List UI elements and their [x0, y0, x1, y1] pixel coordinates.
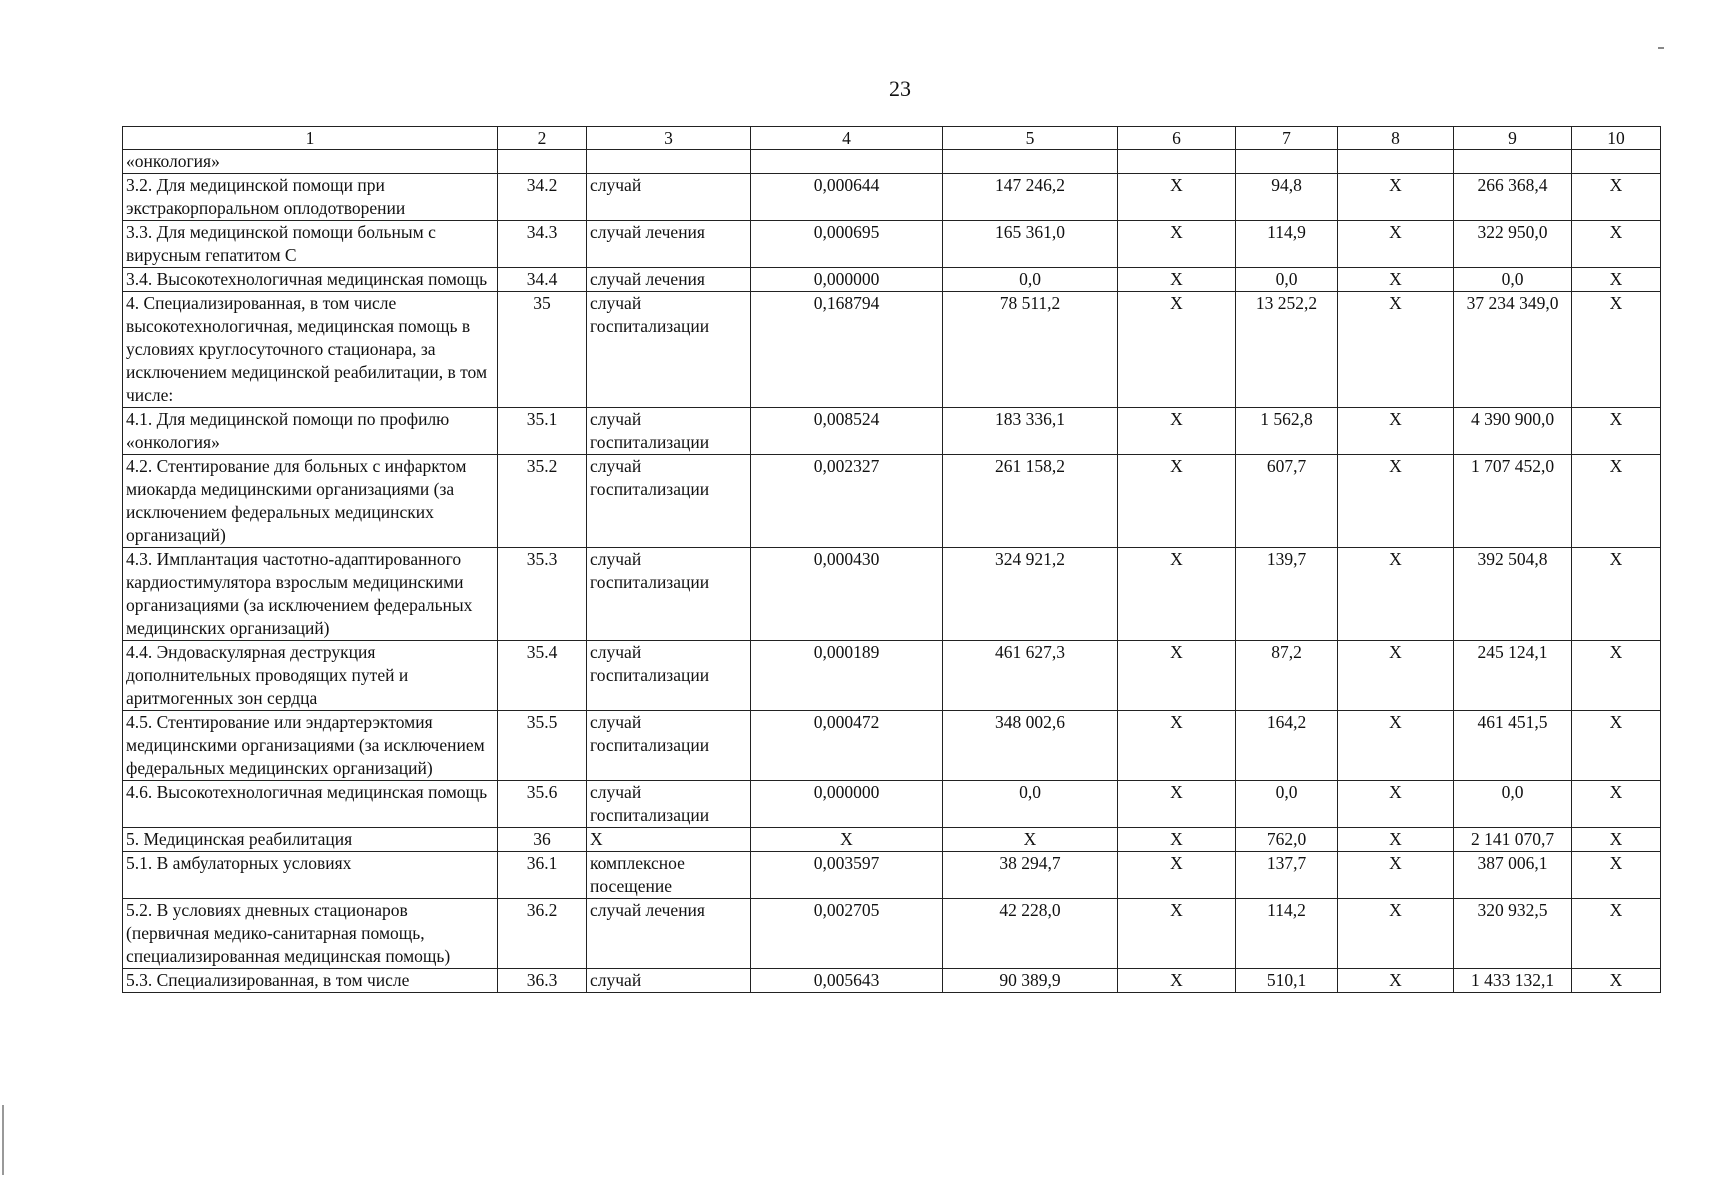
cell-row-label: 4.3. Имплантация частотно-адаптированного кардиостимулятора взрослым медицинскими организациями (за исключением федеральных медицинских организаций)	[123, 548, 498, 641]
cell-col-10: Х	[1572, 969, 1661, 993]
cell-col-10	[1572, 150, 1661, 174]
cell-row-code: 36.2	[498, 899, 587, 969]
cell-col-6: Х	[1118, 781, 1236, 828]
table-row	[123, 781, 1661, 828]
cell-unit: случай госпитализации	[587, 455, 751, 548]
cell-unit: случай госпитализации	[587, 408, 751, 455]
cell-total-cost: 320 932,5	[1454, 899, 1572, 969]
cell-row-label: «онкология»	[123, 150, 498, 174]
cell-total-cost: 0,0	[1454, 781, 1572, 828]
cell-col-10: Х	[1572, 828, 1661, 852]
cell-unit: случай госпитализации	[587, 548, 751, 641]
cell-norm-volume: 0,000472	[751, 711, 943, 781]
cell-norm-volume: 0,002705	[751, 899, 943, 969]
column-header: 3	[587, 127, 751, 150]
cell-cost-per-unit: 0,0	[943, 781, 1118, 828]
table-row	[123, 150, 1661, 174]
cell-cost-per-unit: 147 246,2	[943, 174, 1118, 221]
cell-col-10: Х	[1572, 852, 1661, 899]
cell-per-capita	[1236, 150, 1338, 174]
cell-col-10: Х	[1572, 455, 1661, 548]
cell-unit: Х	[587, 828, 751, 852]
cell-col-10: Х	[1572, 548, 1661, 641]
cell-row-code: 35.4	[498, 641, 587, 711]
cell-unit: случай госпитализации	[587, 641, 751, 711]
table-row	[123, 292, 1661, 408]
cell-unit: комплексное посещение	[587, 852, 751, 899]
cell-norm-volume: 0,000644	[751, 174, 943, 221]
cell-col-8: Х	[1338, 548, 1454, 641]
cell-col-8	[1338, 150, 1454, 174]
table-row	[123, 268, 1661, 292]
cell-col-6: Х	[1118, 711, 1236, 781]
cell-row-label: 4.4. Эндоваскулярная деструкция дополнительных проводящих путей и аритмогенных зон сердца	[123, 641, 498, 711]
table-row	[123, 455, 1661, 548]
cell-row-code: 35.2	[498, 455, 587, 548]
cell-row-code: 34.4	[498, 268, 587, 292]
cell-col-6: Х	[1118, 969, 1236, 993]
cell-per-capita: 762,0	[1236, 828, 1338, 852]
cell-norm-volume: Х	[751, 828, 943, 852]
table-row	[123, 174, 1661, 221]
cell-per-capita: 87,2	[1236, 641, 1338, 711]
cell-col-6: Х	[1118, 641, 1236, 711]
column-header: 8	[1338, 127, 1454, 150]
cell-col-6: Х	[1118, 292, 1236, 408]
table-row	[123, 969, 1661, 993]
cell-unit	[587, 150, 751, 174]
cell-row-label: 4. Специализированная, в том числе высокотехнологичная, медицинская помощь в условиях круглосуточного стационара, за исключением медицинской реабилитации, в том числе:	[123, 292, 498, 408]
cell-cost-per-unit: 324 921,2	[943, 548, 1118, 641]
cell-norm-volume: 0,168794	[751, 292, 943, 408]
cell-cost-per-unit: 42 228,0	[943, 899, 1118, 969]
cell-cost-per-unit: Х	[943, 828, 1118, 852]
cell-per-capita: 164,2	[1236, 711, 1338, 781]
cell-cost-per-unit: 348 002,6	[943, 711, 1118, 781]
cell-col-6: Х	[1118, 852, 1236, 899]
cell-col-6: Х	[1118, 455, 1236, 548]
cell-col-6: Х	[1118, 408, 1236, 455]
cell-col-6: Х	[1118, 899, 1236, 969]
column-header: 10	[1572, 127, 1661, 150]
cell-row-label: 4.5. Стентирование или эндартерэктомия медицинскими организациями (за исключением федеральных медицинских организаций)	[123, 711, 498, 781]
cell-col-8: Х	[1338, 221, 1454, 268]
data-table	[122, 126, 1661, 993]
cell-row-label: 5. Медицинская реабилитация	[123, 828, 498, 852]
cell-per-capita: 114,9	[1236, 221, 1338, 268]
cell-per-capita: 0,0	[1236, 781, 1338, 828]
cell-norm-volume	[751, 150, 943, 174]
cell-total-cost: 4 390 900,0	[1454, 408, 1572, 455]
cell-row-code: 34.2	[498, 174, 587, 221]
cell-row-label: 3.2. Для медицинской помощи при экстракорпоральном оплодотворении	[123, 174, 498, 221]
cell-row-code: 35.1	[498, 408, 587, 455]
cell-unit: случай	[587, 174, 751, 221]
cell-norm-volume: 0,000189	[751, 641, 943, 711]
cell-cost-per-unit: 0,0	[943, 268, 1118, 292]
cell-row-code: 35	[498, 292, 587, 408]
cell-col-10: Х	[1572, 221, 1661, 268]
cell-row-label: 5.1. В амбулаторных условиях	[123, 852, 498, 899]
cell-unit: случай лечения	[587, 268, 751, 292]
cell-per-capita: 13 252,2	[1236, 292, 1338, 408]
cell-total-cost: 1 707 452,0	[1454, 455, 1572, 548]
cell-row-label: 3.3. Для медицинской помощи больным с вирусным гепатитом С	[123, 221, 498, 268]
cell-cost-per-unit: 38 294,7	[943, 852, 1118, 899]
cell-cost-per-unit: 78 511,2	[943, 292, 1118, 408]
cell-total-cost: 266 368,4	[1454, 174, 1572, 221]
column-header: 1	[123, 127, 498, 150]
cell-norm-volume: 0,005643	[751, 969, 943, 993]
column-header: 7	[1236, 127, 1338, 150]
cell-row-code: 36.3	[498, 969, 587, 993]
cell-total-cost: 1 433 132,1	[1454, 969, 1572, 993]
cell-col-8: Х	[1338, 292, 1454, 408]
cell-row-code: 35.5	[498, 711, 587, 781]
cell-row-label: 5.2. В условиях дневных стационаров (первичная медико-санитарная помощь, специализированная медицинская помощь)	[123, 899, 498, 969]
cell-col-8: Х	[1338, 711, 1454, 781]
cell-per-capita: 94,8	[1236, 174, 1338, 221]
cell-total-cost: 0,0	[1454, 268, 1572, 292]
cell-cost-per-unit: 183 336,1	[943, 408, 1118, 455]
cell-col-8: Х	[1338, 268, 1454, 292]
cell-col-6: Х	[1118, 174, 1236, 221]
cell-total-cost: 37 234 349,0	[1454, 292, 1572, 408]
cell-unit: случай госпитализации	[587, 292, 751, 408]
cell-norm-volume: 0,002327	[751, 455, 943, 548]
table-row	[123, 221, 1661, 268]
cell-per-capita: 139,7	[1236, 548, 1338, 641]
cell-row-code: 35.3	[498, 548, 587, 641]
cell-col-8: Х	[1338, 781, 1454, 828]
cell-col-10: Х	[1572, 268, 1661, 292]
cell-row-label: 4.6. Высокотехнологичная медицинская помощь	[123, 781, 498, 828]
cell-col-10: Х	[1572, 781, 1661, 828]
cell-col-6	[1118, 150, 1236, 174]
cell-total-cost: 322 950,0	[1454, 221, 1572, 268]
cell-col-10: Х	[1572, 408, 1661, 455]
cell-unit: случай лечения	[587, 899, 751, 969]
scan-edge-mark	[2, 1105, 4, 1175]
cell-total-cost	[1454, 150, 1572, 174]
cell-total-cost: 2 141 070,7	[1454, 828, 1572, 852]
cell-norm-volume: 0,003597	[751, 852, 943, 899]
table-row	[123, 641, 1661, 711]
cell-col-8: Х	[1338, 455, 1454, 548]
cell-total-cost: 461 451,5	[1454, 711, 1572, 781]
cell-per-capita: 114,2	[1236, 899, 1338, 969]
cell-unit: случай лечения	[587, 221, 751, 268]
table-row	[123, 899, 1661, 969]
cell-per-capita: 137,7	[1236, 852, 1338, 899]
cell-row-code: 36.1	[498, 852, 587, 899]
cell-norm-volume: 0,008524	[751, 408, 943, 455]
cell-total-cost: 392 504,8	[1454, 548, 1572, 641]
table-row	[123, 852, 1661, 899]
cell-row-code: 35.6	[498, 781, 587, 828]
cell-per-capita: 1 562,8	[1236, 408, 1338, 455]
cell-col-6: Х	[1118, 828, 1236, 852]
cell-col-10: Х	[1572, 711, 1661, 781]
cell-total-cost: 387 006,1	[1454, 852, 1572, 899]
cell-norm-volume: 0,000430	[751, 548, 943, 641]
cell-col-8: Х	[1338, 828, 1454, 852]
cell-cost-per-unit	[943, 150, 1118, 174]
cell-norm-volume: 0,000000	[751, 781, 943, 828]
cell-per-capita: 607,7	[1236, 455, 1338, 548]
cell-col-10: Х	[1572, 641, 1661, 711]
cell-row-label: 4.1. Для медицинской помощи по профилю «онкология»	[123, 408, 498, 455]
column-header: 5	[943, 127, 1118, 150]
cell-cost-per-unit: 165 361,0	[943, 221, 1118, 268]
cell-col-10: Х	[1572, 174, 1661, 221]
cell-row-code: 34.3	[498, 221, 587, 268]
cell-row-label: 3.4. Высокотехнологичная медицинская помощь	[123, 268, 498, 292]
cell-col-8: Х	[1338, 969, 1454, 993]
cell-norm-volume: 0,000695	[751, 221, 943, 268]
column-header: 6	[1118, 127, 1236, 150]
cell-col-8: Х	[1338, 174, 1454, 221]
cell-col-6: Х	[1118, 221, 1236, 268]
cell-col-6: Х	[1118, 268, 1236, 292]
cell-row-label: 5.3. Специализированная, в том числе	[123, 969, 498, 993]
cell-cost-per-unit: 461 627,3	[943, 641, 1118, 711]
cell-row-code: 36	[498, 828, 587, 852]
cell-cost-per-unit: 261 158,2	[943, 455, 1118, 548]
page-number: 23	[889, 76, 911, 101]
cell-col-6: Х	[1118, 548, 1236, 641]
table-row	[123, 548, 1661, 641]
cell-cost-per-unit: 90 389,9	[943, 969, 1118, 993]
table-body	[123, 150, 1661, 993]
cell-total-cost: 245 124,1	[1454, 641, 1572, 711]
cell-row-code	[498, 150, 587, 174]
cell-row-label: 4.2. Стентирование для больных с инфарктом миокарда медицинскими организациями (за исключением федеральных медицинских организаций)	[123, 455, 498, 548]
cell-col-8: Х	[1338, 899, 1454, 969]
cell-unit: случай госпитализации	[587, 781, 751, 828]
column-header: 9	[1454, 127, 1572, 150]
cell-col-10: Х	[1572, 292, 1661, 408]
cell-unit: случай госпитализации	[587, 711, 751, 781]
table-row	[123, 408, 1661, 455]
table-row	[123, 828, 1661, 852]
cell-col-8: Х	[1338, 641, 1454, 711]
column-header: 4	[751, 127, 943, 150]
cell-per-capita: 510,1	[1236, 969, 1338, 993]
column-number-row	[123, 127, 1661, 150]
cell-norm-volume: 0,000000	[751, 268, 943, 292]
table-row	[123, 711, 1661, 781]
column-header: 2	[498, 127, 587, 150]
cell-unit: случай	[587, 969, 751, 993]
cell-col-8: Х	[1338, 408, 1454, 455]
scan-edge-mark	[1658, 47, 1664, 49]
cell-col-10: Х	[1572, 899, 1661, 969]
cell-per-capita: 0,0	[1236, 268, 1338, 292]
cell-col-8: Х	[1338, 852, 1454, 899]
